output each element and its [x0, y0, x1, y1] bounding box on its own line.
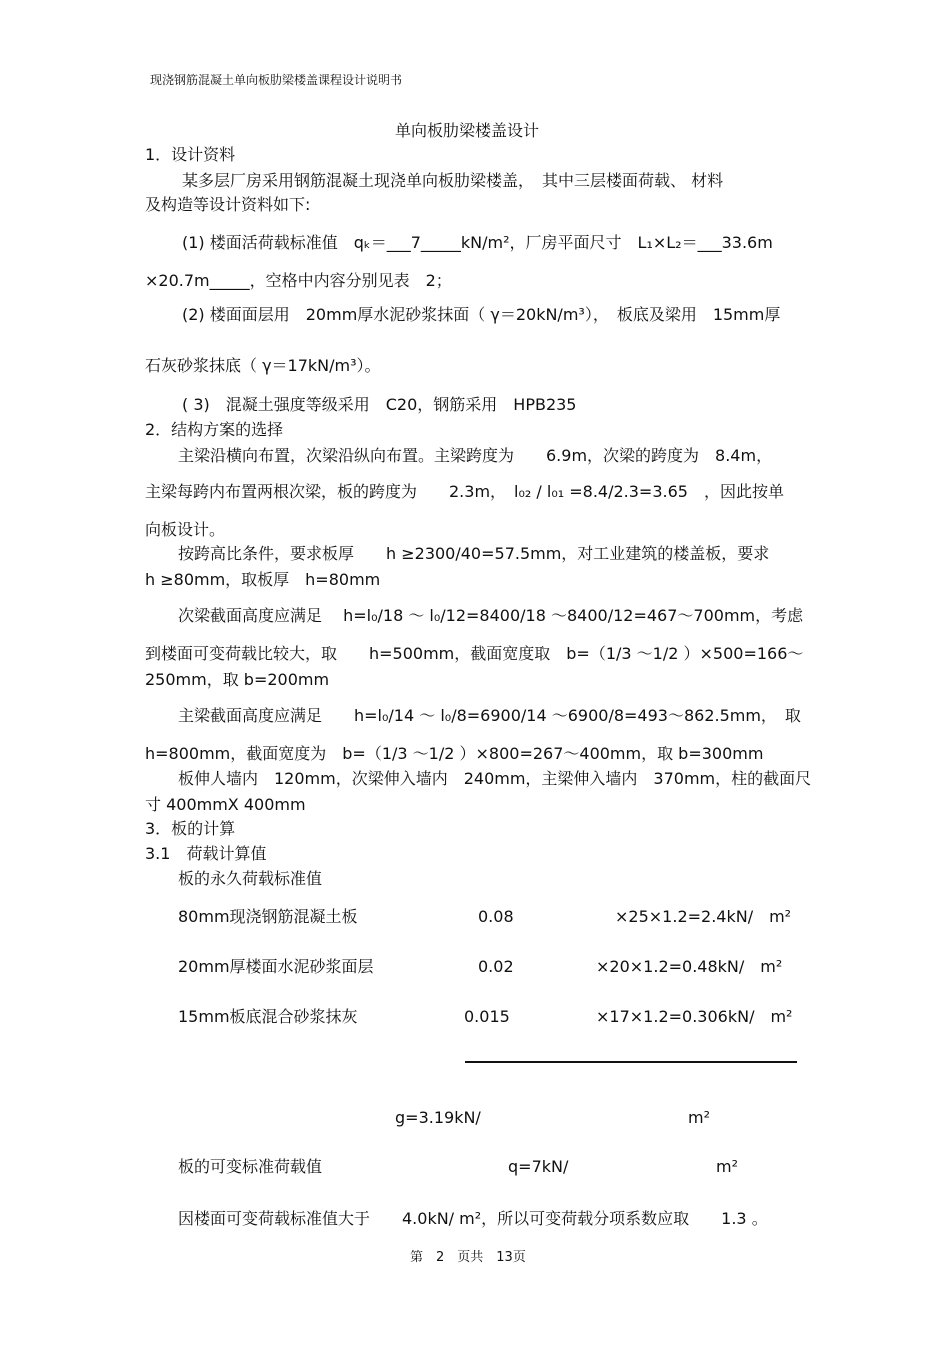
section-3-heading: 3．板的计算	[145, 819, 236, 838]
variable-load-value: q=7kN/	[508, 1157, 569, 1176]
load-row-1-name: 80mm现浇钢筋混凝土板	[178, 907, 358, 926]
load-row-3-name: 15mm板底混合砂浆抹灰	[178, 1007, 358, 1026]
page-header: 现浇钢筋混凝土单向板肋梁楼盖课程设计说明书	[150, 73, 403, 87]
load-factor-sentence: 因楼面可变荷载标准值大于 4.0kN/ m²，所以可变荷载分项系数应取 1.3 。	[178, 1209, 768, 1228]
paragraph-2-line-3: 向板设计。	[145, 520, 226, 539]
item-1-line-2: ×20.7m_____，空格中内容分别见表 2；	[145, 271, 452, 290]
load-row-2-thickness: 0.02	[478, 957, 514, 976]
g-total-value: g=3.19kN/	[395, 1108, 481, 1127]
paragraph-4-line-3: 250mm，取 b=200mm	[145, 670, 330, 689]
load-row-2-name: 20mm厚楼面水泥砂浆面层	[178, 957, 374, 976]
sum-rule	[465, 1061, 797, 1063]
load-row-1-calc: ×25×1.2=2.4kN/ m²	[615, 907, 792, 926]
doc-title: 单向板肋梁楼盖设计	[395, 121, 540, 140]
load-row-1-thickness: 0.08	[478, 907, 514, 926]
paragraph-3-line-2: h ≥80mm，取板厚 h=80mm	[145, 570, 381, 589]
item-2-line-1: (2) 楼面面层用 20mm厚水泥砂浆抹面（ γ＝20kN/m³）， 板底及梁用 15mm厚	[182, 305, 781, 324]
paragraph-5-line-2: h=800mm，截面宽度为 b=（1/3 ～1/2 ）×800=267～400mm，取 b=300mm	[145, 744, 764, 763]
item-3: ( 3) 混凝土强度等级采用 C20，钢筋采用 HPB235	[182, 395, 577, 414]
paragraph-4-line-1: 次梁截面高度应满足 h=l₀/18 ～ l₀/12=8400/18 ～8400/12=467～700mm，考虑	[178, 606, 804, 625]
g-total-unit: m²	[688, 1108, 710, 1127]
load-row-3-calc: ×17×1.2=0.306kN/ m²	[596, 1007, 793, 1026]
load-row-2-calc: ×20×1.2=0.48kN/ m²	[596, 957, 783, 976]
paragraph-1-line-2: 及构造等设计资料如下:	[145, 195, 311, 214]
item-2-line-2: 石灰砂浆抹底（ γ＝17kN/m³）。	[145, 356, 381, 375]
paragraph-4-line-2: 到楼面可变荷载比较大，取 h=500mm，截面宽度取 b=（1/3 ～1/2 ）×500=166～	[145, 644, 804, 663]
item-1-line-1: (1) 楼面活荷载标准值 qₖ＝___7_____kN/m²，厂房平面尺寸 L₁×L₂＝___33.6m	[182, 233, 773, 252]
section-2-heading: 2．结构方案的选择	[145, 420, 284, 439]
permanent-load-title: 板的永久荷载标准值	[178, 869, 323, 888]
paragraph-3-line-1: 按跨高比条件，要求板厚 h ≥2300/40=57.5mm，对工业建筑的楼盖板，要求	[178, 544, 770, 563]
page-footer: 第 2 页共 13页	[410, 1250, 526, 1265]
load-row-3-thickness: 0.015	[464, 1007, 510, 1026]
paragraph-6-line-1: 板伸人墙内 120mm，次梁伸入墙内 240mm，主梁伸入墙内 370mm，柱的截面尺	[178, 769, 812, 788]
paragraph-1-line-1: 某多层厂房采用钢筋混凝土现浇单向板肋梁楼盖， 其中三层楼面荷载、 材料	[182, 171, 724, 190]
paragraph-2-line-2: 主梁每跨内布置两根次梁，板的跨度为 2.3m， l₀₂ / l₀₁ =8.4/2.3=3.65 ，因此按单	[145, 482, 784, 501]
paragraph-5-line-1: 主梁截面高度应满足 h=l₀/14 ～ l₀/8=6900/14 ～6900/8=493～862.5mm， 取	[178, 706, 801, 725]
variable-load-unit: m²	[716, 1157, 738, 1176]
section-3-1-heading: 3.1 荷载计算值	[145, 844, 267, 863]
paragraph-6-line-2: 寸 400mmX 400mm	[145, 795, 306, 814]
variable-load-label: 板的可变标准荷载值	[178, 1157, 323, 1176]
paragraph-2-line-1: 主梁沿横向布置，次梁沿纵向布置。主梁跨度为 6.9m，次梁的跨度为 8.4m，	[178, 446, 773, 465]
section-1-heading: 1．设计资料	[145, 145, 236, 164]
